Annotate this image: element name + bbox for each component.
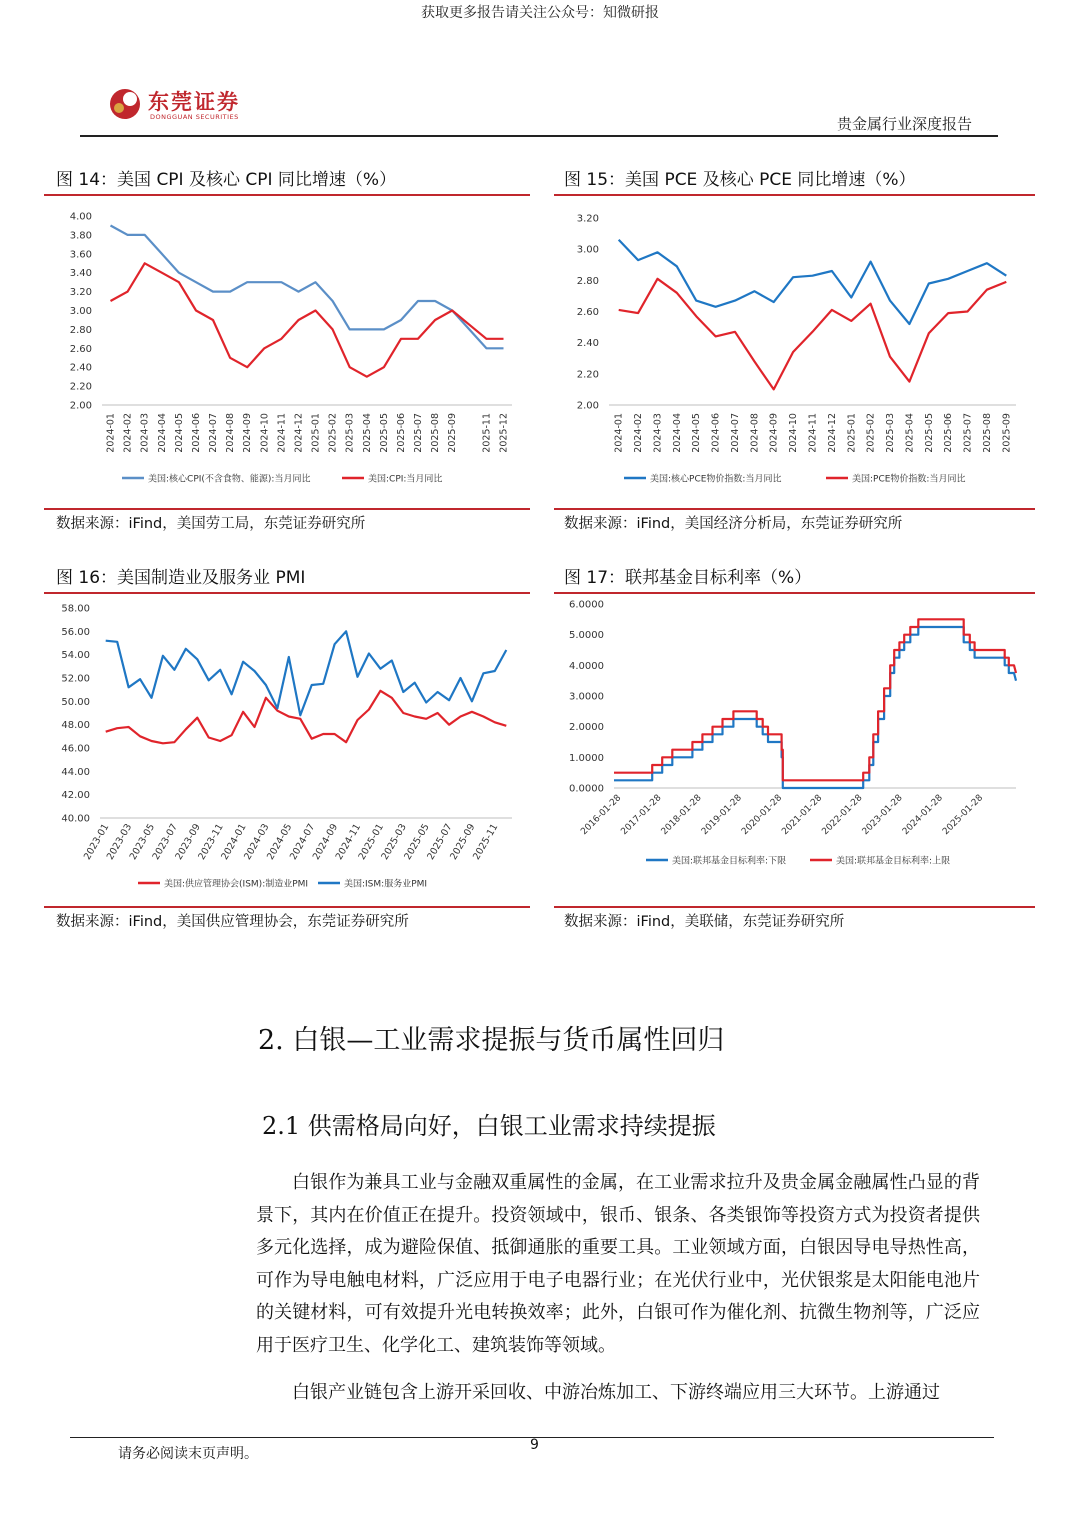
x-tick-label: 2024-01 — [219, 822, 249, 862]
x-tick-label: 2024-03 — [652, 413, 664, 453]
y-tick-label: 2.00 — [69, 400, 92, 412]
figure-16-source: 数据来源：iFind，美国供应管理协会，东莞证券研究所 — [56, 914, 409, 930]
figure-15-source: 数据来源：iFind，美国经济分析局，东莞证券研究所 — [564, 516, 903, 532]
figure-15-bottom-rule — [554, 508, 1035, 510]
y-tick-label: 2.20 — [576, 369, 599, 381]
x-tick-label: 2025-02 — [865, 413, 877, 453]
x-tick-label: 2024-11 — [807, 413, 819, 453]
x-tick-label: 2024-01-28 — [900, 793, 945, 838]
series-line-2 — [619, 279, 1007, 390]
y-tick-label: 48.00 — [61, 720, 90, 732]
y-tick-label: 2.80 — [576, 275, 599, 287]
x-tick-label: 2025-11 — [471, 822, 501, 862]
figure-15-title: 图 15：美国 PCE 及核心 PCE 同比增速（%） — [564, 170, 916, 190]
x-tick-label: 2024-03 — [139, 413, 151, 453]
y-tick-label: 44.00 — [61, 766, 90, 778]
x-tick-label: 2024-12 — [826, 413, 838, 453]
x-tick-label: 2025-01 — [356, 822, 386, 862]
x-tick-label: 2025-05 — [923, 413, 935, 453]
figure-17-bottom-rule — [554, 906, 1035, 908]
x-tick-label: 2018-01-28 — [659, 793, 704, 838]
body-paragraph-2: 白银产业链包含上游开采回收、中游冶炼加工、下游终端应用三大环节。上游通过 — [292, 1382, 940, 1403]
legend-label-1: 美国:核心PCE物价指数:当月同比 — [650, 474, 782, 485]
figure-14-bottom-rule — [44, 508, 530, 510]
y-tick-label: 56.00 — [61, 626, 90, 638]
series-line-2 — [614, 619, 1016, 780]
figure-16-bottom-rule — [44, 906, 530, 908]
figure-17-source: 数据来源：iFind，美联储，东莞证券研究所 — [564, 914, 845, 930]
x-tick-label: 2024-11 — [333, 822, 364, 862]
x-tick-label: 2024-02 — [633, 413, 645, 453]
x-tick-label: 2024-01 — [105, 413, 117, 453]
x-tick-label: 2025-11 — [481, 413, 493, 453]
logo-text-en: DONGGUAN SECURITIES — [150, 113, 239, 121]
series-line-1 — [614, 627, 1016, 788]
subsection-heading: 2.1 供需格局向好，白银工业需求持续提振 — [262, 1112, 716, 1140]
figure-15-chart — [554, 198, 1035, 508]
x-tick-label: 2017-01-28 — [619, 793, 664, 838]
report-type: 贵金属行业深度报告 — [836, 115, 972, 133]
x-tick-label: 2023-01 — [81, 822, 112, 862]
x-tick-label: 2024-10 — [259, 413, 271, 453]
y-tick-label: 3.80 — [69, 230, 92, 242]
y-tick-label: 2.20 — [69, 381, 92, 393]
y-tick-label: 2.40 — [69, 362, 92, 374]
y-tick-label: 3.20 — [69, 287, 92, 299]
page-number: 9 — [530, 1437, 539, 1453]
figure-16-top-rule — [44, 592, 530, 594]
legend-label-1: 美国:核心CPI(不含食物、能源):当月同比 — [148, 474, 311, 485]
x-tick-label: 2025-03 — [379, 822, 409, 862]
figure-16-title: 图 16：美国制造业及服务业 PMI — [56, 568, 306, 588]
figure-14-source: 数据来源：iFind，美国劳工局，东莞证券研究所 — [56, 516, 366, 532]
header-divider — [80, 135, 998, 137]
x-tick-label: 2025-08 — [430, 413, 442, 453]
y-tick-label: 3.60 — [69, 249, 92, 261]
x-tick-label: 2025-07 — [425, 822, 455, 862]
legend-label-2: 美国:ISM:服务业PMI — [344, 879, 428, 890]
y-tick-label: 0.0000 — [569, 783, 604, 795]
y-tick-label: 2.60 — [69, 343, 92, 355]
x-tick-label: 2019-01-28 — [699, 793, 744, 838]
x-tick-label: 2016-01-28 — [579, 793, 624, 838]
x-tick-label: 2023-01-28 — [860, 793, 905, 838]
x-tick-label: 2025-09 — [448, 822, 478, 862]
top-note: 获取更多报告请关注公众号：知微研报 — [421, 5, 659, 21]
x-tick-label: 2024-08 — [749, 413, 761, 453]
y-tick-label: 50.00 — [61, 696, 90, 708]
x-tick-label: 2024-10 — [788, 413, 800, 453]
x-tick-label: 2024-09 — [310, 822, 341, 862]
section-heading: 2. 白银—工业需求提振与货币属性回归 — [258, 1025, 725, 1056]
x-tick-label: 2024-05 — [691, 413, 703, 453]
y-tick-label: 42.00 — [61, 790, 90, 802]
x-tick-label: 2024-09 — [242, 413, 254, 453]
figure-17-top-rule — [554, 592, 1035, 594]
y-tick-label: 58.00 — [61, 603, 90, 615]
body-paragraph-1: 白银作为兼具工业与金融双重属性的金属，在工业需求拉升及贵金属金融属性凸显的背景下，其内在价值正在提升。投资领域中，银币、银条、各类银饰等投资方式为投资者提供多元化选择，成为避险保值、抵御通胀的重要工具。工业领域方面，白银因导电导热性高，可作为导电触电材料，广泛应用于电子电器行业；在光伏行业中，光伏银浆是太阳能电池片的关键材料，可有效提升光电转换效率；此外，白银可作为催化剂、抗微生物剂等，广泛应用于医疗卫生、化学化工、建筑装饰等领域。 — [256, 1172, 980, 1356]
legend-label-2: 美国:PCE物价指数:当月同比 — [852, 474, 966, 485]
series-line-1 — [111, 226, 504, 349]
logo-mark-icon — [108, 86, 146, 124]
x-tick-label: 2025-03 — [885, 413, 897, 453]
figure-17-chart — [554, 596, 1035, 906]
series-line-2 — [106, 631, 507, 715]
legend-label-1: 美国:供应管理协会(ISM):制造业PMI — [164, 879, 309, 890]
x-tick-label: 2025-05 — [402, 822, 432, 862]
x-tick-label: 2023-11 — [196, 822, 226, 862]
x-tick-label: 2025-06 — [395, 413, 407, 453]
y-tick-label: 3.00 — [576, 244, 599, 256]
x-tick-label: 2025-01 — [310, 413, 322, 453]
x-tick-label: 2025-12 — [498, 413, 510, 453]
y-tick-label: 3.40 — [69, 268, 92, 280]
y-tick-label: 40.00 — [61, 813, 90, 825]
y-tick-label: 5.0000 — [569, 630, 604, 642]
x-tick-label: 2024-06 — [710, 413, 722, 453]
x-tick-label: 2025-03 — [344, 413, 356, 453]
y-tick-label: 2.40 — [576, 338, 599, 350]
figure-17-title: 图 17：联邦基金目标利率（%） — [564, 568, 812, 588]
y-tick-label: 4.00 — [69, 211, 92, 223]
y-tick-label: 4.0000 — [569, 660, 604, 672]
y-tick-label: 6.0000 — [569, 599, 604, 611]
y-tick-label: 54.00 — [61, 650, 90, 662]
y-tick-label: 2.00 — [576, 400, 599, 412]
x-tick-label: 2024-08 — [225, 413, 237, 453]
x-tick-label: 2025-08 — [981, 413, 993, 453]
x-tick-label: 2025-02 — [327, 413, 339, 453]
x-tick-label: 2024-09 — [768, 413, 780, 453]
figure-15-top-rule — [554, 194, 1035, 196]
x-tick-label: 2025-09 — [1001, 413, 1013, 453]
figure-14-title: 图 14：美国 CPI 及核心 CPI 同比增速（%） — [56, 170, 397, 190]
y-tick-label: 3.0000 — [569, 691, 604, 703]
x-tick-label: 2025-01 — [846, 413, 858, 453]
x-tick-label: 2024-04 — [671, 413, 683, 453]
logo-text-cn: 东莞证券 — [148, 89, 240, 114]
x-tick-label: 2025-07 — [962, 413, 974, 453]
x-tick-label: 2022-01-28 — [820, 793, 865, 838]
figure-14-chart — [44, 198, 530, 508]
x-tick-label: 2025-07 — [413, 413, 425, 453]
x-tick-label: 2025-04 — [361, 413, 373, 453]
x-tick-label: 2023-03 — [104, 822, 135, 862]
x-tick-label: 2024-04 — [156, 413, 168, 453]
x-tick-label: 2024-05 — [173, 413, 185, 453]
x-tick-label: 2024-07 — [729, 413, 741, 453]
x-tick-label: 2025-01-28 — [941, 793, 986, 838]
footer-disclaimer: 请务必阅读末页声明。 — [118, 1446, 258, 1462]
y-tick-label: 2.0000 — [569, 722, 604, 734]
x-tick-label: 2024-01 — [613, 413, 625, 453]
x-tick-label: 2023-09 — [173, 822, 203, 862]
y-tick-label: 3.00 — [69, 306, 92, 317]
x-tick-label: 2025-04 — [904, 413, 916, 453]
figure-14-top-rule — [44, 194, 530, 196]
series-line-2 — [111, 263, 504, 376]
x-tick-label: 2024-07 — [208, 413, 220, 453]
x-tick-label: 2025-06 — [943, 413, 955, 453]
y-tick-label: 52.00 — [61, 673, 90, 685]
x-tick-label: 2021-01-28 — [780, 793, 825, 838]
x-tick-label: 2024-05 — [265, 822, 295, 862]
legend-label-1: 美国:联邦基金目标利率:下限 — [672, 856, 787, 867]
y-tick-label: 1.0000 — [569, 752, 604, 764]
x-tick-label: 2024-02 — [122, 413, 134, 453]
x-tick-label: 2024-11 — [276, 413, 288, 453]
x-tick-label: 2023-07 — [150, 822, 180, 862]
x-tick-label: 2020-01-28 — [740, 793, 785, 838]
figure-16-chart — [44, 596, 530, 906]
x-tick-label: 2024-03 — [242, 822, 272, 862]
x-tick-label: 2025-05 — [378, 413, 390, 453]
x-tick-label: 2024-06 — [190, 413, 202, 453]
y-tick-label: 2.60 — [576, 307, 599, 318]
x-tick-label: 2024-07 — [287, 822, 318, 862]
company-logo — [108, 86, 248, 126]
y-tick-label: 46.00 — [61, 743, 90, 755]
x-tick-label: 2024-12 — [293, 413, 305, 453]
y-tick-label: 3.20 — [576, 213, 599, 225]
series-line-1 — [619, 240, 1007, 324]
legend-label-2: 美国:CPI:当月同比 — [368, 474, 443, 485]
x-tick-label: 2023-05 — [127, 822, 158, 862]
x-tick-label: 2025-09 — [447, 413, 459, 453]
y-tick-label: 2.80 — [69, 324, 92, 336]
legend-label-2: 美国:联邦基金目标利率:上限 — [836, 856, 951, 867]
